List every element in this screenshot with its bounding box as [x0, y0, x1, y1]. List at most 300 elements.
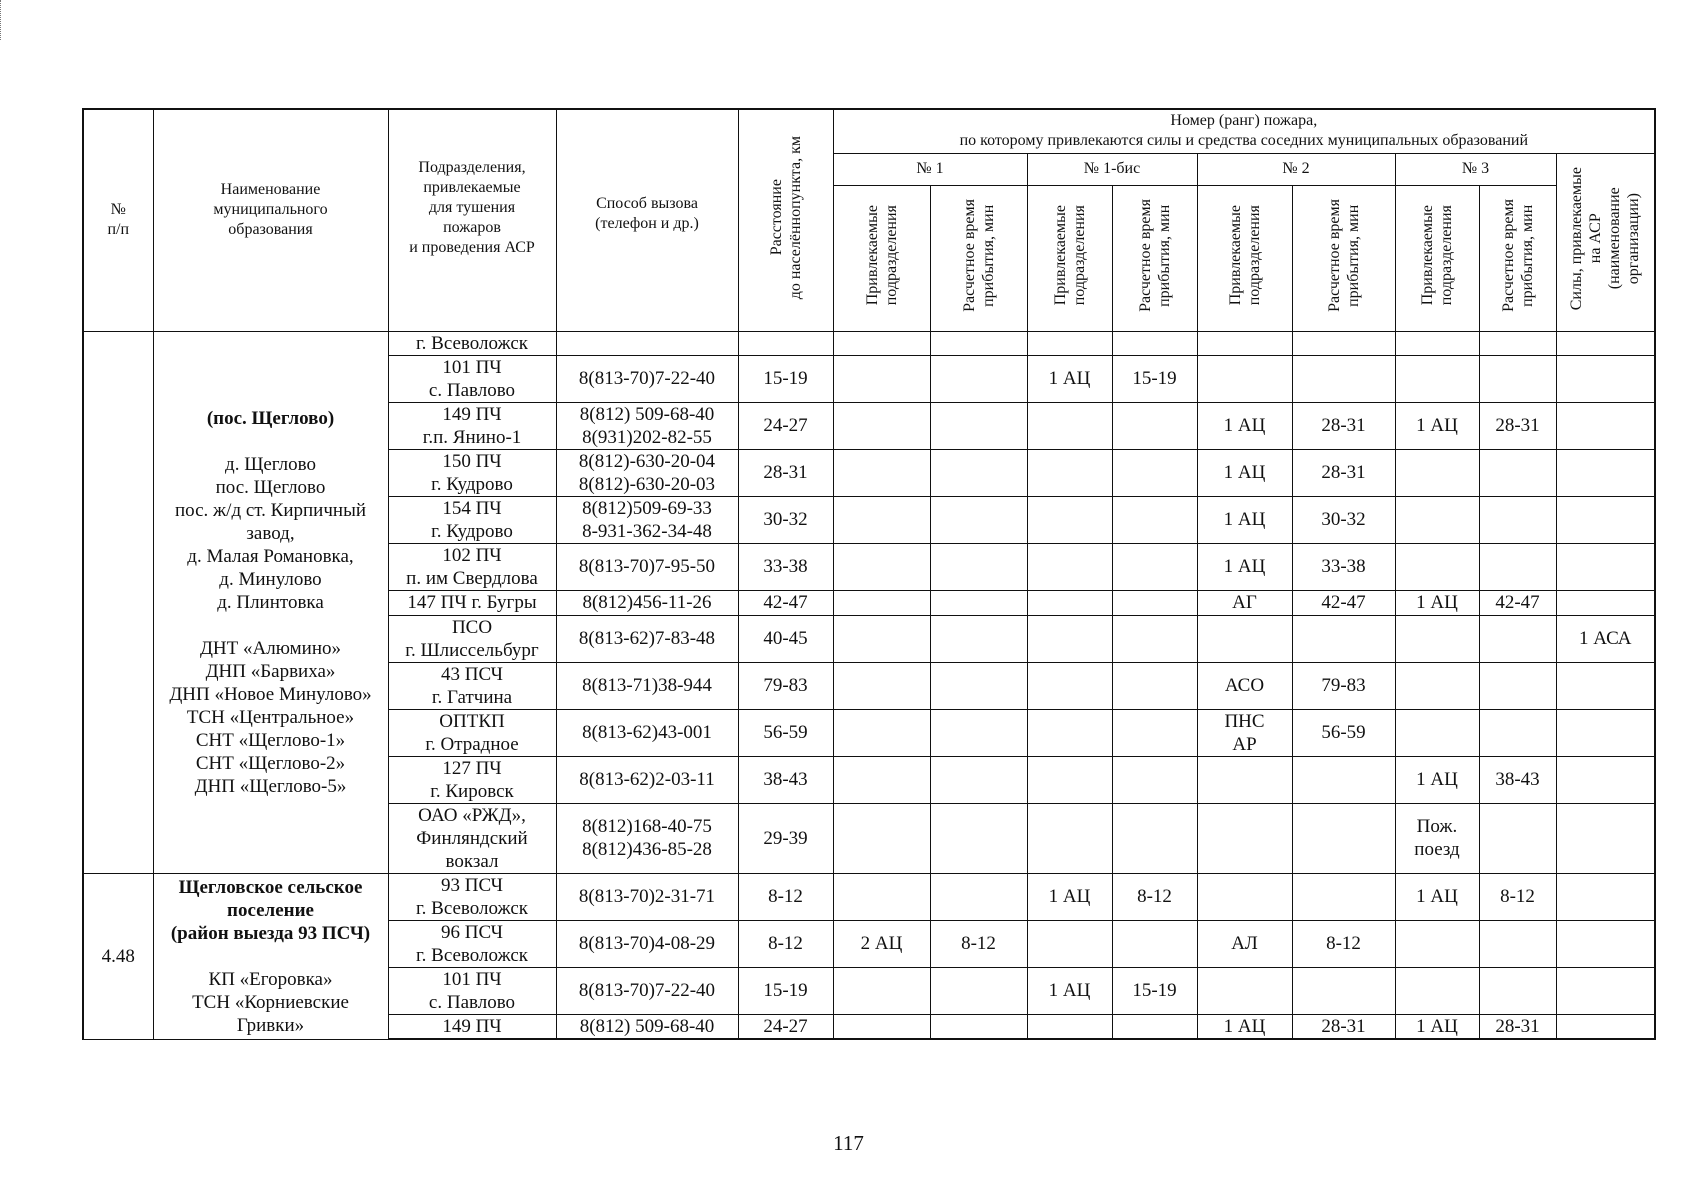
cell-r3u — [1395, 756, 1479, 803]
cell-phone — [556, 920, 738, 967]
cell-dist — [738, 590, 833, 615]
cell-r1bu — [1027, 543, 1112, 590]
cell-r1u — [833, 709, 930, 756]
header-units: Подразделения, привлекаемые для тушения пожаров и проведения АСР — [388, 109, 556, 331]
cell-r3t — [1479, 590, 1556, 615]
cell-r1u — [833, 1014, 930, 1039]
cell-text: 42-47 — [763, 592, 808, 613]
header-r3-units: Привлекаемые подразделения — [1395, 185, 1479, 331]
cell-dist — [738, 543, 833, 590]
cell-phone — [556, 873, 738, 920]
cell-phone — [556, 496, 738, 543]
cell-r2u — [1197, 709, 1292, 756]
table-row — [83, 331, 1655, 355]
cell-r1t — [930, 496, 1027, 543]
header-r3-time: Расчетное время прибытия, мин — [1479, 185, 1556, 331]
cell-phone — [556, 756, 738, 803]
row-number — [83, 331, 153, 873]
cell-unit — [388, 709, 556, 756]
cell-text: 15-19 — [1132, 980, 1177, 1001]
cell-text: 8(812)456-11-26 — [582, 592, 712, 613]
cell-r1u — [833, 590, 930, 615]
cell-dist — [738, 967, 833, 1014]
cell-unit — [388, 331, 556, 355]
cell-text: АГ — [1232, 592, 1257, 613]
cell-r1bt — [1112, 355, 1197, 402]
cell-text: 1 АЦ — [1223, 556, 1266, 577]
cell-unit — [388, 449, 556, 496]
header-number: № п/п — [83, 109, 153, 331]
cell-r2u — [1197, 331, 1292, 355]
cell-text: 101 ПЧ с. Павлово — [428, 356, 516, 401]
cell-dist — [738, 662, 833, 709]
cell-r1bt — [1112, 756, 1197, 803]
cell-text: 33-38 — [763, 556, 808, 577]
cell-r2u — [1197, 402, 1292, 449]
cell-r2t — [1292, 402, 1395, 449]
cell-phone — [556, 449, 738, 496]
cell-r3u — [1395, 709, 1479, 756]
cell-text: 28-31 — [1321, 415, 1366, 436]
cell-r1t — [930, 615, 1027, 662]
cell-r2u — [1197, 449, 1292, 496]
cell-unit — [388, 543, 556, 590]
cell-asr — [1556, 967, 1655, 1014]
cell-r1bu — [1027, 496, 1112, 543]
cell-r3u — [1395, 803, 1479, 873]
cell-text: 8-12 — [1326, 933, 1361, 954]
cell-text: 15-19 — [763, 980, 808, 1001]
cell-r3u — [1395, 496, 1479, 543]
cell-phone — [556, 1014, 738, 1039]
cell-text: 38-43 — [1495, 769, 1540, 790]
cell-r1t — [930, 355, 1027, 402]
cell-text: 8-12 — [1137, 886, 1172, 907]
cell-phone — [556, 709, 738, 756]
cell-r3u — [1395, 355, 1479, 402]
table-row — [83, 873, 1655, 920]
cell-text: 1 АСА — [1579, 628, 1632, 649]
cell-r2t — [1292, 756, 1395, 803]
municipality-settlements: КП «Егоровка» ТСН «Корниевские Гривки» — [192, 968, 349, 1036]
cell-r1u — [833, 967, 930, 1014]
cell-dist — [738, 402, 833, 449]
municipality-cell — [153, 331, 388, 873]
cell-asr — [1556, 873, 1655, 920]
cell-r2t — [1292, 803, 1395, 873]
cell-unit — [388, 355, 556, 402]
cell-dist — [738, 1014, 833, 1039]
cell-phone — [556, 590, 738, 615]
cell-text: 24-27 — [763, 1015, 808, 1037]
cell-r1bu — [1027, 873, 1112, 920]
cell-r2t — [1292, 615, 1395, 662]
cell-r1bu — [1027, 920, 1112, 967]
cell-asr — [1556, 590, 1655, 615]
cell-text: 15-19 — [1132, 368, 1177, 389]
cell-text: 1 АЦ — [1223, 462, 1266, 483]
cell-r1t — [930, 873, 1027, 920]
cell-text: 8(812)-630-20-04 8(812)-630-20-03 — [578, 450, 716, 495]
cell-text: 1 АЦ — [1416, 886, 1458, 907]
cell-r2t — [1292, 543, 1395, 590]
cell-text: 28-31 — [1321, 462, 1366, 483]
cell-phone — [556, 803, 738, 873]
cell-text: 28-31 — [1321, 1015, 1366, 1037]
cell-r1t — [930, 803, 1027, 873]
cell-text: 38-43 — [763, 769, 808, 790]
cell-text: 43 ПСЧ г. Гатчина — [431, 663, 513, 708]
cell-r2u — [1197, 590, 1292, 615]
cell-asr — [1556, 496, 1655, 543]
cell-r1bu — [1027, 662, 1112, 709]
cell-r1bt — [1112, 402, 1197, 449]
cell-r1u — [833, 662, 930, 709]
cell-r2u — [1197, 873, 1292, 920]
cell-r1bt — [1112, 590, 1197, 615]
cell-r3t — [1479, 756, 1556, 803]
cell-dist — [738, 920, 833, 967]
cell-asr — [1556, 662, 1655, 709]
cell-r3u — [1395, 449, 1479, 496]
cell-text: 56-59 — [763, 722, 808, 743]
cell-unit — [388, 402, 556, 449]
cell-r2t — [1292, 496, 1395, 543]
cell-r3t — [1479, 1014, 1556, 1039]
cell-r3t — [1479, 402, 1556, 449]
cell-text: 147 ПЧ г. Бугры — [407, 592, 537, 613]
cell-unit — [388, 873, 556, 920]
cell-r1t — [930, 402, 1027, 449]
cell-text: 8(812) 509-68-40 — [579, 1015, 715, 1037]
cell-text: 8(812)168-40-75 8(812)436-85-28 — [582, 816, 712, 860]
cell-r2u — [1197, 496, 1292, 543]
cell-r1u — [833, 873, 930, 920]
cell-r3t — [1479, 967, 1556, 1014]
cell-asr — [1556, 355, 1655, 402]
header-rank-title: Номер (ранг) пожара, по которому привлекаются силы и средства соседних муниципальных образований — [833, 109, 1655, 153]
cell-r1bu — [1027, 590, 1112, 615]
municipality-settlements: д. Щеглово пос. Щеглово пос. ж/д ст. Кирпичный завод, д. Малая Романовка, д. Минулово д. Плинтовка ДНТ «Алюмино» ДНП «Барвиха» ДНП «Новое Минулово» ТСН «Центральное» СНТ «Щеглово-1» СНТ «Щеглово-2» ДНП «Щеглово-5» — [169, 453, 372, 797]
cell-text: 40-45 — [763, 628, 808, 649]
cell-r2t — [1292, 449, 1395, 496]
row-number: 4.48 — [83, 873, 153, 1039]
cell-r1bt — [1112, 967, 1197, 1014]
cell-text: 8(813-70)7-22-40 — [578, 368, 716, 389]
cell-r1bt — [1112, 331, 1197, 355]
cell-r3t — [1479, 496, 1556, 543]
cell-r3t — [1479, 662, 1556, 709]
cell-asr — [1556, 1014, 1655, 1039]
cell-asr — [1556, 756, 1655, 803]
cell-phone — [556, 543, 738, 590]
cell-dist — [738, 756, 833, 803]
cell-phone — [556, 355, 738, 402]
cell-r3u — [1395, 590, 1479, 615]
cell-r2t — [1292, 967, 1395, 1014]
cell-text: 1 АЦ — [1416, 592, 1458, 613]
cell-r2u — [1197, 803, 1292, 873]
cell-r1bu — [1027, 709, 1112, 756]
cell-r1bt — [1112, 543, 1197, 590]
page-number: 117 — [833, 1131, 864, 1155]
cell-text: 8(813-70)2-31-71 — [578, 886, 716, 907]
cell-r1t — [930, 1014, 1027, 1039]
cell-text: 8-12 — [1500, 886, 1535, 907]
cell-r1bu — [1027, 967, 1112, 1014]
cell-r3u — [1395, 873, 1479, 920]
cell-r1t — [930, 449, 1027, 496]
cell-text: 8(813-71)38-944 — [582, 675, 712, 696]
header-r2-time: Расчетное время прибытия, мин — [1292, 185, 1395, 331]
cell-text: 56-59 — [1321, 722, 1366, 743]
cell-r2u — [1197, 543, 1292, 590]
cell-text: 79-83 — [763, 675, 808, 696]
cell-text: 8-12 — [961, 933, 996, 954]
cell-asr — [1556, 920, 1655, 967]
header-rank-1bis: № 1-бис — [1027, 153, 1197, 185]
cell-r2t — [1292, 662, 1395, 709]
cell-r1t — [930, 543, 1027, 590]
cell-text: 149 ПЧ — [442, 1015, 502, 1037]
cell-r3t — [1479, 449, 1556, 496]
cell-phone — [556, 967, 738, 1014]
cell-r1t — [930, 709, 1027, 756]
cell-text: 1 АЦ — [1223, 509, 1266, 530]
cell-r3u — [1395, 615, 1479, 662]
cell-r1t — [930, 590, 1027, 615]
cell-r1bu — [1027, 355, 1112, 402]
cell-text: 24-27 — [763, 415, 808, 436]
cell-r3u — [1395, 920, 1479, 967]
cell-text: 42-47 — [1321, 592, 1366, 613]
cell-dist — [738, 331, 833, 355]
header-r1-time: Расчетное время прибытия, мин — [930, 185, 1027, 331]
cell-r1u — [833, 803, 930, 873]
cell-dist — [738, 449, 833, 496]
cell-r2t — [1292, 1014, 1395, 1039]
cell-dist — [738, 355, 833, 402]
cell-text: АЛ — [1231, 933, 1258, 954]
cell-text: ПНС АР — [1224, 710, 1265, 755]
cell-unit — [388, 496, 556, 543]
cell-r3t — [1479, 709, 1556, 756]
cell-r2t — [1292, 920, 1395, 967]
cell-text: 8(813-62)43-001 — [582, 722, 712, 743]
header-rank-3: № 3 — [1395, 153, 1556, 185]
cell-r3t — [1479, 803, 1556, 873]
cell-asr — [1556, 709, 1655, 756]
cell-r3u — [1395, 543, 1479, 590]
cell-r3u — [1395, 1014, 1479, 1039]
cell-text: 1 АЦ — [1416, 415, 1458, 436]
cell-r3t — [1479, 543, 1556, 590]
cell-text: АСО — [1224, 675, 1265, 696]
cell-asr — [1556, 615, 1655, 662]
cell-r1u — [833, 331, 930, 355]
cell-text: 1 АЦ — [1223, 1015, 1266, 1037]
header-call-method: Способ вызова (телефон и др.) — [556, 109, 738, 331]
cell-r3t — [1479, 331, 1556, 355]
cell-unit — [388, 615, 556, 662]
cell-r1bt — [1112, 920, 1197, 967]
cell-r3t — [1479, 355, 1556, 402]
cell-text: 8(812)509-69-33 8-931-362-34-48 — [582, 497, 712, 542]
cell-r2u — [1197, 355, 1292, 402]
cell-r1bt — [1112, 803, 1197, 873]
cell-text: 93 ПСЧ г. Всеволожск — [416, 874, 528, 919]
cell-text: 8(813-70)4-08-29 — [578, 933, 716, 954]
cell-r2u — [1197, 662, 1292, 709]
cell-text: 15-19 — [763, 368, 808, 389]
cell-r2u — [1197, 1014, 1292, 1039]
cell-text: 28-31 — [763, 462, 808, 483]
cell-r2t — [1292, 355, 1395, 402]
cell-text: 33-38 — [1321, 556, 1366, 577]
cell-unit — [388, 920, 556, 967]
cell-text: 1 АЦ — [1416, 1015, 1458, 1037]
header-r1bis-units: Привлекаемые подразделения — [1027, 185, 1112, 331]
cell-r1u — [833, 756, 930, 803]
cell-r1u — [833, 449, 930, 496]
cell-r1bt — [1112, 615, 1197, 662]
cell-text: 101 ПЧ с. Павлово — [428, 968, 516, 1013]
cell-dist — [738, 496, 833, 543]
municipality-heading: Щегловское сельское поселение (район выезда 93 ПСЧ) — [170, 876, 371, 944]
cell-text: 2 АЦ — [860, 933, 903, 954]
cell-text: ОПТКП г. Отрадное — [425, 710, 519, 755]
cell-text: 149 ПЧ г.п. Янино-1 — [422, 403, 522, 448]
cell-text: 1 АЦ — [1223, 415, 1266, 436]
cell-text: 127 ПЧ г. Кировск — [430, 757, 514, 802]
cell-text: 102 ПЧ п. им Свердлова — [406, 544, 538, 589]
cell-asr — [1556, 543, 1655, 590]
header-rank-2: № 2 — [1197, 153, 1395, 185]
cell-text: 28-31 — [1495, 415, 1540, 436]
cell-dist — [738, 873, 833, 920]
cell-r2t — [1292, 590, 1395, 615]
cell-unit — [388, 967, 556, 1014]
cell-text: ОАО «РЖД», Финляндский вокзал — [416, 804, 528, 872]
cell-text: 1 АЦ — [1048, 368, 1091, 389]
cell-text: ПСО г. Шлиссельбург — [405, 616, 539, 661]
cell-r3u — [1395, 402, 1479, 449]
cell-r1t — [930, 662, 1027, 709]
cell-text: 29-39 — [763, 827, 808, 849]
cell-r1u — [833, 920, 930, 967]
cell-unit — [388, 590, 556, 615]
cell-text: 8-12 — [768, 933, 803, 954]
cell-r3t — [1479, 615, 1556, 662]
cell-r3u — [1395, 662, 1479, 709]
cell-text: 8(813-70)7-95-50 — [578, 556, 716, 577]
cell-r3t — [1479, 873, 1556, 920]
header-municipality: Наименование муниципального образования — [153, 109, 388, 331]
cell-asr — [1556, 402, 1655, 449]
cell-text: 8(813-70)7-22-40 — [578, 980, 716, 1001]
header-r1bis-time: Расчетное время прибытия, мин — [1112, 185, 1197, 331]
cell-phone — [556, 662, 738, 709]
cell-text: 1 АЦ — [1048, 886, 1091, 907]
cell-text: 154 ПЧ г. Кудрово — [431, 497, 513, 542]
cell-r1bu — [1027, 615, 1112, 662]
cell-r2u — [1197, 967, 1292, 1014]
cell-r1t — [930, 331, 1027, 355]
cell-r1u — [833, 496, 930, 543]
cell-r1t — [930, 920, 1027, 967]
cell-text: 1 АЦ — [1416, 769, 1458, 790]
cell-r1bt — [1112, 662, 1197, 709]
table-body — [83, 331, 1655, 1039]
cell-text: 30-32 — [763, 509, 808, 530]
cell-r1bu — [1027, 1014, 1112, 1039]
cell-text: 1 АЦ — [1048, 980, 1091, 1001]
cell-phone — [556, 615, 738, 662]
cell-asr — [1556, 331, 1655, 355]
cell-phone — [556, 402, 738, 449]
cell-r1bt — [1112, 449, 1197, 496]
cell-r2u — [1197, 920, 1292, 967]
header-distance: Расстояние до населённопункта, км — [738, 109, 833, 331]
cell-text: 8(813-62)2-03-11 — [579, 769, 715, 790]
cell-text: 79-83 — [1321, 675, 1366, 696]
cell-r2t — [1292, 331, 1395, 355]
cell-text: 150 ПЧ г. Кудрово — [431, 450, 513, 495]
cell-r2u — [1197, 756, 1292, 803]
cell-text: 8-12 — [768, 886, 803, 907]
cell-unit — [388, 662, 556, 709]
cell-asr — [1556, 803, 1655, 873]
cell-unit — [388, 803, 556, 873]
cell-r3u — [1395, 967, 1479, 1014]
cell-r2t — [1292, 709, 1395, 756]
cell-r1bt — [1112, 496, 1197, 543]
cell-r1u — [833, 543, 930, 590]
cell-r1t — [930, 756, 1027, 803]
cell-text: 42-47 — [1495, 592, 1540, 613]
cell-unit — [388, 756, 556, 803]
cell-text: 28-31 — [1495, 1015, 1540, 1037]
cell-r1u — [833, 355, 930, 402]
cell-text: 96 ПСЧ г. Всеволожск — [416, 921, 528, 966]
header-rank-1: № 1 — [833, 153, 1027, 185]
cell-r2u — [1197, 615, 1292, 662]
cell-r1bt — [1112, 1014, 1197, 1039]
cell-r1bt — [1112, 709, 1197, 756]
cell-text: Пож. поезд — [1414, 816, 1460, 860]
cell-text: 8(813-62)7-83-48 — [578, 628, 716, 649]
header-asr-forces: Силы, привлекаемые на АСР (наименование организации) — [1556, 153, 1655, 331]
municipality-cell — [153, 873, 388, 1039]
cell-asr — [1556, 449, 1655, 496]
cell-r1bu — [1027, 756, 1112, 803]
cell-unit — [388, 1014, 556, 1039]
cell-r1bu — [1027, 402, 1112, 449]
cell-r1bu — [1027, 803, 1112, 873]
fire-forces-table — [82, 108, 1656, 1040]
cell-dist — [738, 709, 833, 756]
cell-r1u — [833, 615, 930, 662]
cell-phone — [556, 331, 738, 355]
cell-r1bu — [1027, 449, 1112, 496]
cell-text: 8(812) 509-68-40 8(931)202-82-55 — [579, 403, 715, 448]
cell-r1bu — [1027, 331, 1112, 355]
cell-r3t — [1479, 920, 1556, 967]
header-r2-units: Привлекаемые подразделения — [1197, 185, 1292, 331]
scan-edge-marks — [0, 0, 6, 40]
cell-r2t — [1292, 873, 1395, 920]
cell-dist — [738, 615, 833, 662]
